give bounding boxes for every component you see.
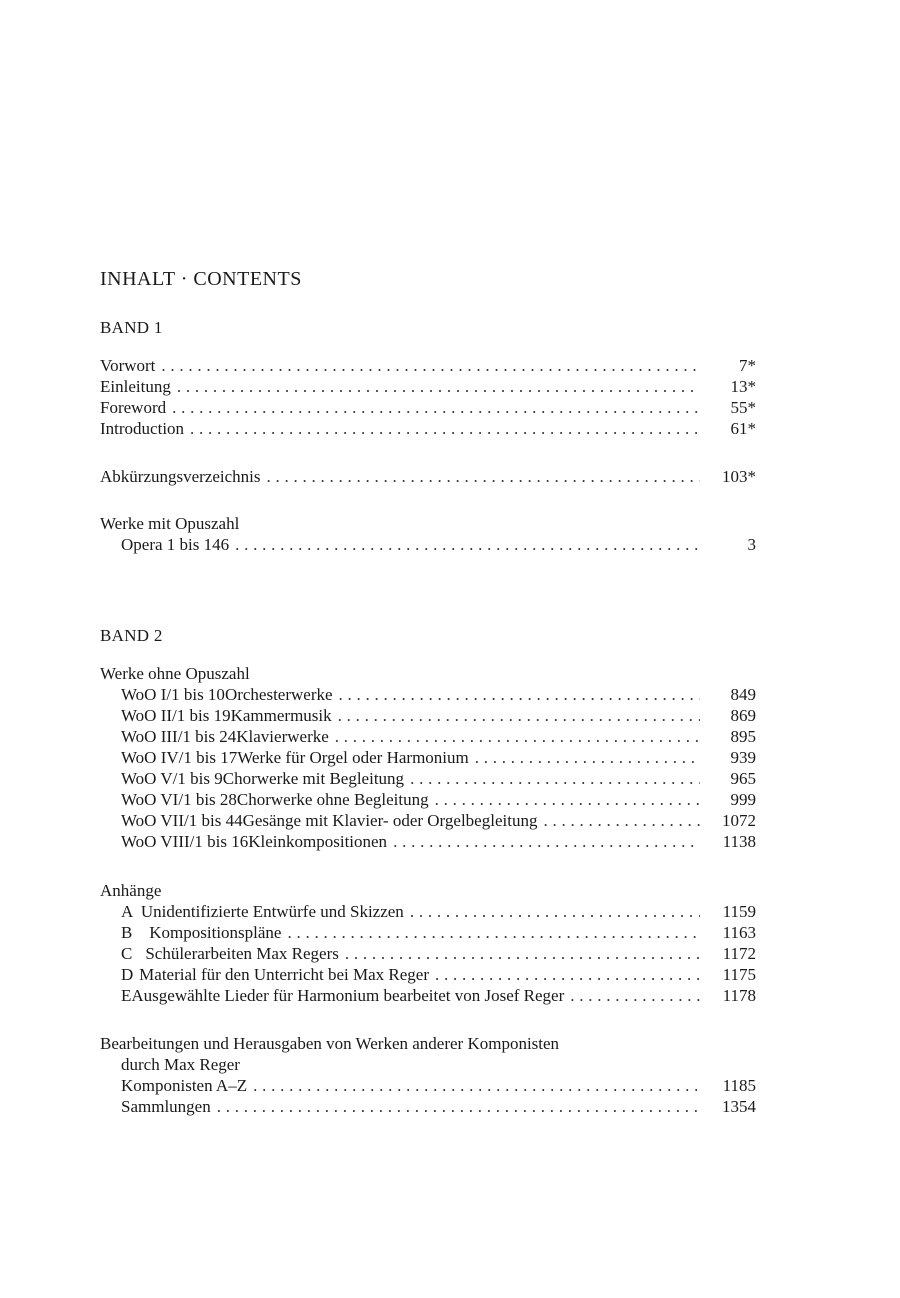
appendix-code: B (121, 923, 133, 942)
appendix-code: D (121, 965, 134, 984)
dot-leader (543, 810, 700, 831)
toc-entry[interactable] (100, 747, 756, 768)
toc-entry[interactable] (100, 1075, 756, 1096)
toc-entry-page: 1185 (722, 1076, 756, 1095)
toc-entry-page: 869 (730, 706, 756, 725)
band-1-abbreviations (100, 466, 756, 487)
band-2-woo-section (100, 663, 756, 852)
toc-entry-label: Ausgewählte Lieder für Harmonium bearbeitet von Josef Reger (131, 986, 565, 1005)
toc-entry[interactable] (100, 534, 756, 555)
dot-leader (335, 726, 700, 747)
toc-entry[interactable] (100, 397, 756, 418)
section-title: Werke mit Opuszahl (100, 514, 240, 533)
toc-entry-page: 1138 (722, 832, 756, 851)
section-title: Anhänge (100, 881, 162, 900)
toc-entry-page: 895 (730, 727, 756, 746)
toc-entry[interactable] (100, 810, 756, 831)
toc-entry-page: 939 (730, 748, 756, 767)
dot-leader (287, 922, 700, 943)
toc-entry[interactable] (100, 922, 756, 943)
section-title: Werke ohne Opuszahl (100, 664, 250, 683)
toc-entry-label: Introduction (100, 419, 185, 438)
woo-code: WoO I/1 bis 10 (121, 685, 225, 704)
toc-entry-page: 1172 (722, 944, 756, 963)
toc-entry[interactable] (100, 1096, 756, 1117)
dot-leader (435, 964, 700, 985)
band-1-front-matter (100, 355, 756, 439)
appendix-code: E (121, 986, 132, 1005)
band-2-arrangements-section (100, 1033, 756, 1117)
toc-entry[interactable] (100, 684, 756, 705)
band-1-opus-section (100, 513, 756, 555)
toc-entry-label: Kompositionspläne (149, 923, 282, 942)
appendix-code: C (121, 944, 133, 963)
toc-entry-page: 849 (730, 685, 756, 704)
band-2-appendix-section (100, 880, 756, 1006)
band-1-title: BAND 1 (100, 318, 163, 337)
toc-entry-page: 103* (722, 467, 756, 486)
dot-leader (570, 985, 700, 1006)
toc-entry-page: 1159 (722, 902, 756, 921)
toc-entry-label: Einleitung (100, 377, 171, 396)
toc-entry-label: Chorwerke ohne Begleitung (236, 790, 429, 809)
toc-entry-page: 61* (730, 419, 756, 438)
toc-entry-page: 55* (730, 398, 756, 417)
toc-entry-label: Kammermusik (230, 706, 332, 725)
woo-code: WoO VI/1 bis 28 (121, 790, 237, 809)
toc-entry[interactable] (100, 901, 756, 922)
toc-entry-label: Sammlungen (121, 1097, 211, 1116)
woo-code: WoO IV/1 bis 17 (121, 748, 238, 767)
dot-leader (172, 397, 700, 418)
toc-entry-label: Material für den Unterricht bei Max Reger (139, 965, 429, 984)
toc-entry-label: Werke für Orgel oder Harmonium (237, 748, 469, 767)
toc-entry-page: 965 (730, 769, 756, 788)
dot-leader (338, 705, 700, 726)
dot-leader (410, 901, 700, 922)
toc-entry-label: Abkürzungsverzeichnis (100, 467, 261, 486)
toc-entry-label: Orchesterwerke (224, 685, 333, 704)
dot-leader (393, 831, 700, 852)
section-title-continued: durch Max Reger (121, 1055, 240, 1074)
toc-entry-page: 1354 (722, 1097, 756, 1116)
toc-entry[interactable] (100, 355, 756, 376)
woo-code: WoO VII/1 bis 44 (121, 811, 243, 830)
toc-entry-label: Gesänge mit Klavier- oder Orgelbegleitung (242, 811, 538, 830)
section-title: Bearbeitungen und Herausgaben von Werken anderer Komponisten (100, 1034, 560, 1053)
toc-entry-page: 3 (747, 535, 756, 554)
toc-entry[interactable] (100, 943, 756, 964)
toc-entry-label: Vorwort (100, 356, 156, 375)
toc-entry-label: Foreword (100, 398, 167, 417)
toc-entry-page: 1163 (722, 923, 756, 942)
dot-leader (345, 943, 700, 964)
toc-entry[interactable] (100, 376, 756, 397)
toc-entry[interactable] (100, 985, 756, 1006)
toc-entry-label: Komponisten A–Z (121, 1076, 248, 1095)
toc-entry-page: 13* (730, 377, 756, 396)
dot-leader (253, 1075, 700, 1096)
dot-leader (267, 466, 700, 487)
dot-leader (435, 789, 700, 810)
toc-entry-page: 999 (730, 790, 756, 809)
toc-entry-page: 1175 (722, 965, 756, 984)
toc-entry-label: Opera 1 bis 146 (121, 535, 230, 554)
woo-code: WoO VIII/1 bis 16 (121, 832, 249, 851)
toc-entry-label: Unidentifizierte Entwürfe und Skizzen (140, 902, 404, 921)
page-title: INHALT · CONTENTS (100, 268, 302, 290)
dot-leader (475, 747, 700, 768)
band-2-title: BAND 2 (100, 626, 163, 645)
toc-entry-label: Kleinkompositionen (248, 832, 388, 851)
dot-leader (410, 768, 700, 789)
toc-entry[interactable] (100, 726, 756, 747)
toc-entry[interactable] (100, 964, 756, 985)
toc-entry[interactable] (100, 705, 756, 726)
toc-entry[interactable] (100, 466, 756, 487)
toc-entry-page: 1178 (722, 986, 756, 1005)
toc-entry-label: Schülerarbeiten Max Regers (145, 944, 339, 963)
toc-entry[interactable] (100, 418, 756, 439)
toc-entry-label: Klavierwerke (236, 727, 329, 746)
dot-leader (161, 355, 700, 376)
dot-leader (217, 1096, 700, 1117)
toc-entry[interactable] (100, 831, 756, 852)
dot-leader (339, 684, 700, 705)
toc-entry-label: Chorwerke mit Begleitung (222, 769, 405, 788)
dot-leader (190, 418, 700, 439)
dot-leader (177, 376, 700, 397)
toc-entry-page: 1072 (722, 811, 756, 830)
woo-code: WoO II/1 bis 19 (121, 706, 231, 725)
toc-entry-page: 7* (739, 356, 756, 375)
toc-entry[interactable] (100, 789, 756, 810)
appendix-code: A (121, 902, 134, 921)
toc-entry[interactable] (100, 768, 756, 789)
woo-code: WoO III/1 bis 24 (121, 727, 237, 746)
woo-code: WoO V/1 bis 9 (121, 769, 223, 788)
dot-leader (235, 534, 700, 555)
